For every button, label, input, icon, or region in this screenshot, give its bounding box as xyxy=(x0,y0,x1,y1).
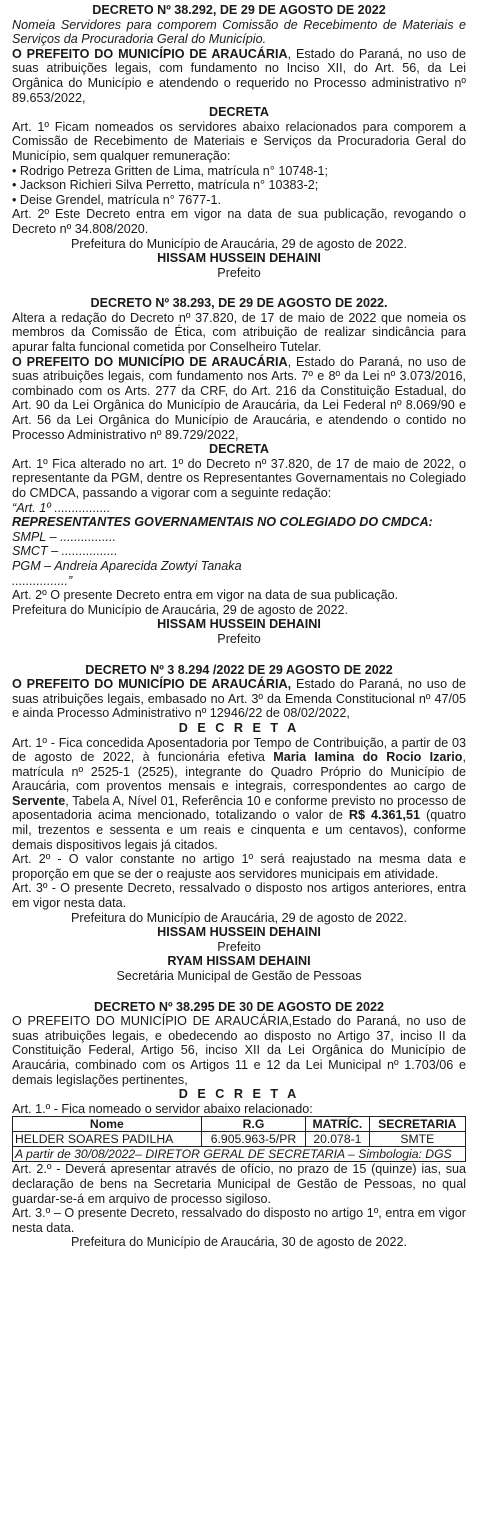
decreta-heading: D E C R E T A xyxy=(178,1087,300,1102)
quote-line: PGM – Andreia Aparecida Zowtyi Tanaka xyxy=(12,558,242,573)
quote-line: ................” xyxy=(12,573,73,588)
preamble-text: , Estado do Paraná, no uso de suas atribuições legais, com fundamento no Inciso XII, do Art. 56, da Lei Orgânica do Município e atendendo o requerido no Processo administrativo nº 89.653/2022, xyxy=(12,46,466,105)
job-title: Servente xyxy=(12,793,66,808)
appointment-note: A partir de 30/08/2022– DIRETOR GERAL DE SECRETARIA – Simbologia: DGS xyxy=(13,1147,466,1162)
signer-name: HISSAM HUSSEIN DEHAINI xyxy=(157,251,321,266)
preamble-authority: O PREFEITO DO MUNICÍPIO DE ARAUCÁRIA, xyxy=(12,677,292,692)
column-header-department: SECRETARIA xyxy=(369,1117,465,1132)
table-row xyxy=(13,1132,466,1147)
member-item: • Deise Grendel, matrícula n° 7677-1. xyxy=(12,192,221,207)
decree-preamble xyxy=(12,47,466,105)
article-2: Art. 2.º - Deverá apresentar através de ofício, no prazo de 15 (quinze) ias, sua declaração de bens na Secretaria Municipal de Gestão de Pessoas, no qual guardar-se-á em arquivo de processo sigiloso. xyxy=(12,1162,466,1206)
article-1-text: Art. 1º - Fica concedida Aposentadoria por Tempo de Contribuição, a partir de 03 de agosto de 2022, à funcionária efetiva xyxy=(12,735,466,765)
signer-role: Prefeito xyxy=(217,631,261,646)
preamble-authority: O PREFEITO DO MUNICÍPIO DE ARAUCÁRIA xyxy=(12,354,288,369)
article-1: Art. 1º Ficam nomeados os servidores abaixo relacionados para comporem a Comissão de Recebimento de Materiais e Serviços da Procuradoria Geral do Município, sem qualquer remuneração: xyxy=(12,119,466,163)
column-header-registration: MATRÍC. xyxy=(306,1117,369,1132)
signer-name: HISSAM HUSSEIN DEHAINI xyxy=(157,617,321,632)
signer-name: HISSAM HUSSEIN DEHAINI xyxy=(157,925,321,940)
article-3: Art. 3.º – O presente Decreto, ressalvado do disposto no artigo 1º, entra em vigor nesta data. xyxy=(12,1206,466,1235)
article-3: Art. 3º - O presente Decreto, ressalvado o disposto nos artigos anteriores, entra em vigor nesta data. xyxy=(12,881,466,911)
signer2-role: Secretária Municipal de Gestão de Pessoas xyxy=(116,969,362,983)
place-date: Prefeitura do Município de Araucária, 29 de agosto de 2022. xyxy=(70,910,408,925)
table-header-row xyxy=(13,1117,466,1132)
signer-role: Prefeito xyxy=(217,939,261,954)
member-item: • Jackson Richieri Silva Perretto, matrícula n° 10383-2; xyxy=(12,178,319,193)
decree-preamble xyxy=(12,677,466,721)
cell-registration: 20.078-1 xyxy=(306,1132,369,1147)
preamble-authority: O PREFEITO DO MUNICÍPIO DE ARAUCÁRIA xyxy=(12,46,288,61)
decree-38294 xyxy=(12,663,466,984)
cell-name: HELDER SOARES PADILHA xyxy=(13,1132,202,1147)
decreta-heading: D E C R E T A xyxy=(178,720,300,735)
article-1-text: (quatro mil, trezentos e sessenta e um reais e cinquenta e um centavos), conforme demais dispositivos legais já citados. xyxy=(12,808,467,852)
signer2-name: RYAM HISSAM DEHAINI xyxy=(167,954,311,969)
quote-line: SMCT – ................ xyxy=(12,544,118,559)
preamble-text: Estado do Paraná, no uso de suas atribuições legais, embasado no Art. 3º da Emenda Constitucional nº 47/05 e ainda Processo Administrativo nº 12946/22 de 08/02/2022, xyxy=(12,677,466,721)
decree-preamble xyxy=(12,355,466,443)
place-date: Prefeitura do Município de Araucária, 29 de agosto de 2022. xyxy=(70,236,408,251)
article-1-text: , Tabela A, Nível 01, Referência 10 e conforme previsto no processo de aposentadoria acima mencionado, totalizando o valor de xyxy=(12,793,466,823)
quote-open: “Art. 1º ................ xyxy=(12,500,111,515)
quote-line: SMPL – ................ xyxy=(12,529,117,544)
quote-heading: REPRESENTANTES GOVERNAMENTAIS NO COLEGIADO DO CMDCA: xyxy=(12,515,433,530)
table-note-row xyxy=(13,1147,466,1162)
decreta-heading: DECRETA xyxy=(209,442,269,457)
decree-38292 xyxy=(12,3,466,280)
article-2: Art. 2º - O valor constante no artigo 1º será reajustado na mesma data e proporção em que se der o reajuste aos servidores municipais em atividade. xyxy=(12,852,466,881)
cell-rg: 6.905.963-5/PR xyxy=(201,1132,305,1147)
article-1 xyxy=(12,736,466,853)
column-header-rg: R.G xyxy=(201,1117,305,1132)
place-date: Prefeitura do Município de Araucária, 30 de agosto de 2022. xyxy=(70,1235,408,1250)
preamble-text: , Estado do Paraná, no uso de suas atribuições legais, com fundamento nos Arts. 7º e 8º da Lei nº 3.073/2016, combinado com os Arts. 277 da CRF, do Art. 216 da Constituição Estadual, do Art. 90 da Lei Orgânica do Município de Araucária, da Lei Federal nº 8.069/90 e Art. 56 da Lei Orgânica do Município de Araucária, e atendendo o contido no Processo Administrativo nº 89.729/2022, xyxy=(12,354,466,442)
retiree-name: Maria Iamina do Rocio Izario xyxy=(273,750,463,765)
decree-38293 xyxy=(12,296,466,646)
decreta-heading: DECRETA xyxy=(209,105,269,120)
pension-value: R$ 4.361,51 xyxy=(348,808,421,823)
decree-title: DECRETO Nº 38.295 DE 30 DE AGOSTO DE 2022 xyxy=(94,999,384,1014)
article-1: Art. 1º Fica alterado no art. 1º do Decreto nº 37.820, de 17 de maio de 2022, o representante da PGM, dentre os Representantes Governamentais no Colegiado do CMDCA, passando a vigorar com a seguinte redação: xyxy=(12,456,466,500)
place-date: Prefeitura do Município de Araucária, 29 de agosto de 2022. xyxy=(12,602,349,617)
column-header-name: Nome xyxy=(13,1117,202,1132)
decree-title: DECRETO Nº 38.292, DE 29 DE AGOSTO DE 2022 xyxy=(92,3,386,17)
article-2: Art. 2º Este Decreto entra em vigor na data de sua publicação, revogando o Decreto nº 34.808/2020. xyxy=(12,207,466,236)
decree-title: DECRETO Nº 3 8.294 /2022 DE 29 AGOSTO DE 2022 xyxy=(85,662,393,677)
article-1-text: , matrícula nº 2525-1 (2525), integrante do Quadro Próprio do Município de Araucária, com proventos mensais e integrais, correspondentes ao cargo de xyxy=(12,750,466,794)
article-2: Art. 2º O presente Decreto entra em vigor na data de sua publicação. xyxy=(12,588,399,603)
appointment-table xyxy=(12,1116,466,1162)
decree-summary: Altera a redação do Decreto nº 37.820, de 17 de maio de 2022 que nomeia os membros da Comissão de Ética, com atribuição de realizar sindicância para apurar falta funcional cometida por Conselheiro Tutelar. xyxy=(12,310,466,355)
article-1: Art. 1.º - Fica nomeado o servidor abaixo relacionado: xyxy=(12,1101,313,1116)
decree-preamble: O PREFEITO DO MUNICÍPIO DE ARAUCÁRIA,Estado do Paraná, no uso de suas atribuições legais, e obedecendo ao disposto no Artigo 37, inciso II da Constituição Federal, Artigo 56, inciso XII da Lei Orgânica do Município de Araucária, combinado com os Artigos 11 e 12 da Lei Municipal nº 1.703/06 e demais legislações pertinentes, xyxy=(12,1014,466,1087)
member-item: • Rodrigo Petreza Gritten de Lima, matrícula n° 10748-1; xyxy=(12,163,329,178)
decree-title: DECRETO Nº 38.293, DE 29 DE AGOSTO DE 2022. xyxy=(90,296,388,311)
cell-department: SMTE xyxy=(369,1132,465,1147)
signer-role: Prefeito xyxy=(217,265,261,280)
decree-summary: Nomeia Servidores para comporem Comissão de Recebimento de Materiais e Serviços da Procuradoria Geral do Município. xyxy=(12,17,466,47)
decree-38295 xyxy=(12,1000,466,1250)
